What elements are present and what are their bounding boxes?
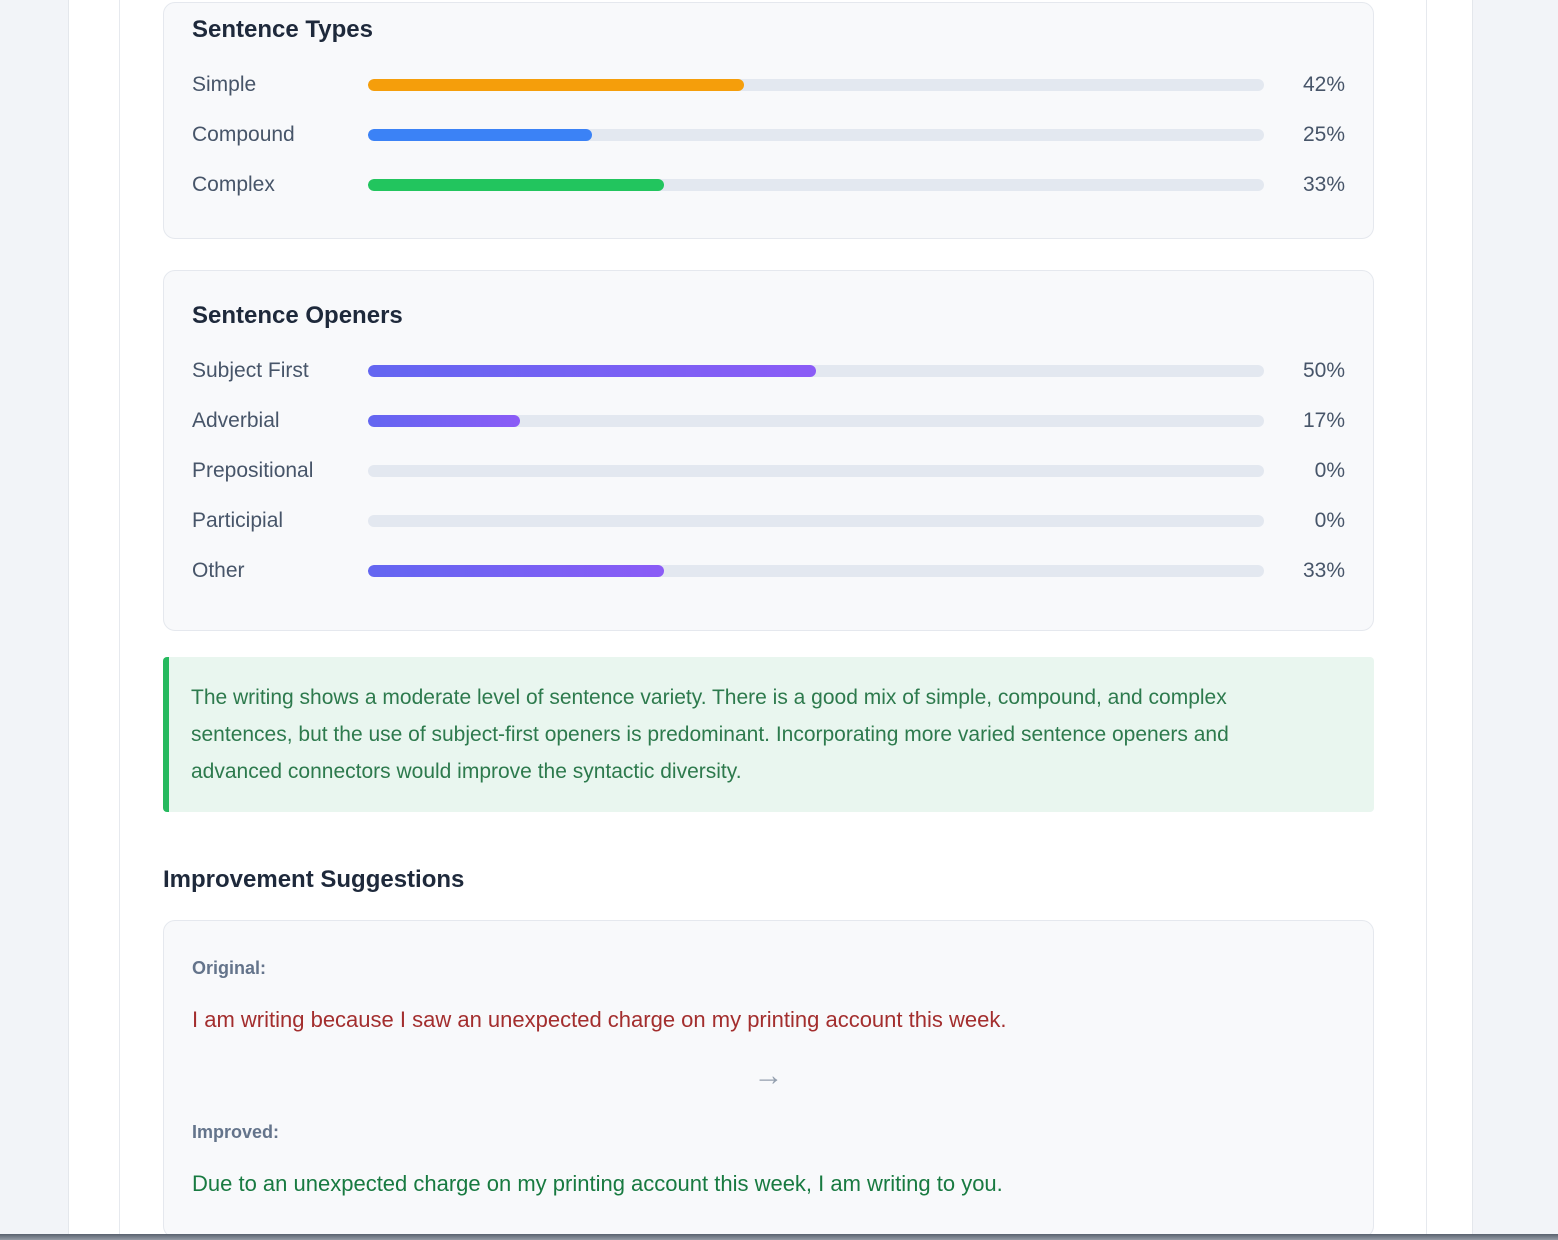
sentence-types-card [163,2,1374,239]
bar-track [368,565,1264,577]
bar-row [192,60,1345,110]
report-panel [119,0,1427,1240]
bar-track [368,415,1264,427]
bar-percentage-value: 33% [1302,173,1345,196]
bar-fill [368,365,816,377]
bar-fill [368,79,744,91]
bar-category-label: Subject First [192,359,309,382]
bar-percentage-value: 33% [1302,559,1345,582]
bar-row [192,446,1345,496]
bar-row [192,110,1345,160]
bar-percentage-value: 0% [1314,509,1345,532]
bar-track [368,79,1264,91]
bar-category-label: Simple [192,73,257,96]
bar-percentage-value: 25% [1302,123,1345,146]
bar-fill [368,179,664,191]
bar-row [192,160,1345,210]
report-content [120,2,1426,1238]
arrow-container [192,1061,1345,1091]
bar-fill [368,129,592,141]
bar-category-label: Complex [192,173,275,196]
window-bottom-edge [0,1234,1558,1240]
bar-percentage-value: 42% [1302,73,1345,96]
original-label: Original: [192,958,267,978]
arrow-right-icon: → [753,1059,784,1092]
bar-percentage-value: 0% [1314,459,1345,482]
outer-page-panel [68,0,1473,1240]
bar-track [368,465,1264,477]
bar-track [368,179,1264,191]
sentence-openers-rows [192,346,1345,596]
sentence-openers-card [163,270,1374,631]
improvement-suggestions-heading: Improvement Suggestions [163,866,465,893]
variety-summary-text: The writing shows a moderate level of sentence variety. There is a good mix of simple, compound, and complex sentences, but the use of subject-first openers is predominant. Incorporating more varied sentence openers and advanced connectors would improve the syntactic diversity. [191,686,1229,783]
improved-sentence: Due to an unexpected charge on my printing account this week, I am writing to you. [192,1171,1003,1196]
bar-row [192,396,1345,446]
bar-percentage-value: 50% [1302,359,1345,382]
bar-fill [368,565,664,577]
sentence-openers-title: Sentence Openers [192,302,403,329]
bar-row [192,346,1345,396]
bar-fill [368,415,520,427]
sentence-types-rows [192,60,1345,210]
original-sentence: I am writing because I saw an unexpected charge on my printing account this week. [192,1007,1007,1032]
variety-summary-note [163,657,1374,812]
bar-category-label: Participial [192,509,284,532]
bar-track [368,129,1264,141]
bar-row [192,496,1345,546]
bar-track [368,365,1264,377]
bar-percentage-value: 17% [1302,409,1345,432]
bar-category-label: Other [192,559,245,582]
bar-category-label: Compound [192,123,295,146]
bar-row [192,546,1345,596]
bar-category-label: Adverbial [192,409,280,432]
sentence-types-title: Sentence Types [192,16,373,43]
bar-track [368,515,1264,527]
improved-label: Improved: [192,1122,280,1142]
improvement-suggestion-card [163,920,1374,1238]
bar-category-label: Prepositional [192,459,314,482]
